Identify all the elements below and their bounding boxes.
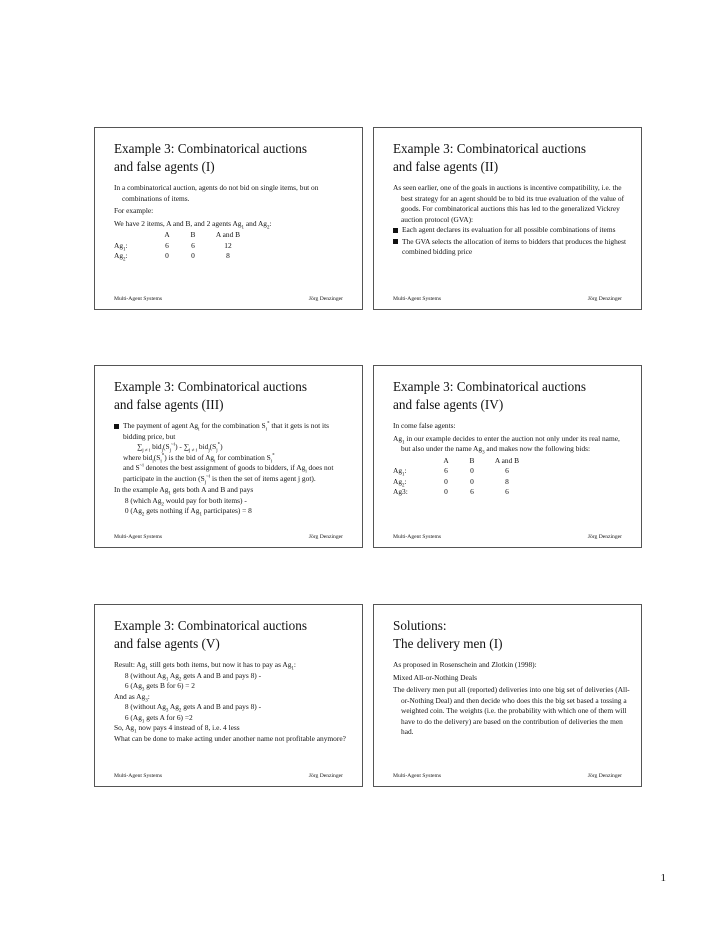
slide-title: Example 3: Combinatorical auctions and false agents (I)	[114, 141, 308, 174]
footer-author: Jörg Denzinger	[587, 773, 622, 779]
footer-author: Jörg Denzinger	[587, 296, 622, 302]
footer-course: Multi-Agent Systems	[114, 534, 163, 540]
slide-body	[114, 183, 352, 262]
table-cell: 6	[470, 487, 474, 496]
paragraph: In a combinatorical auction, agents do not bid on single items, but on combinations of items.	[114, 183, 319, 203]
table-cell: 0	[470, 476, 474, 486]
slide-title: Example 3: Combinatorical auctions and false agents (III)	[114, 379, 308, 412]
bullet-item: The payment of agent $Ag_i$ for the combination $S_i^*$ that it gets is not its bidding price, but $\sum_{j \ne i}$ $bid_j(S_j^{\sim i}) - \sum_{j \ne i}$ $bid_j(S_j^*)$ where $bid_i(S_i^*)$ is the bid of $Ag_i$ for combination $S_i^*$ and $S^{\sim i}$ denotes the best assignment of goods to bidders, if $Ag_i$ does not participate in the auction ($S_j^{\sim i}$ is then the set of items agent j got).	[114, 421, 352, 484]
table-cell: 12	[224, 240, 232, 250]
footer-course: Multi-Agent Systems	[114, 773, 163, 779]
slide-body	[393, 660, 631, 738]
footer-course: Multi-Agent Systems	[114, 296, 163, 302]
paragraph: What can be done to make acting under another name not profitable anymore?	[114, 733, 346, 743]
paragraph: 6 ($Ag_3$ gets B for 6) = 2	[124, 681, 195, 693]
table-header: A	[164, 230, 170, 239]
table-cell: 8	[226, 251, 230, 260]
slide-body	[114, 660, 352, 744]
table-cell: 0	[444, 487, 448, 496]
paragraph: In the example $Ag_1$ gets both A and B and pays	[114, 485, 254, 497]
slide-title: Example 3: Combinatorical auctions and false agents (V)	[114, 618, 308, 651]
slide-5	[94, 604, 363, 787]
paragraph: The delivery men put all (reported) deliveries into one big set of deliveries (All-or-Nothing Deal) and then decide who does this the big set based a tossing a weighted coin. The weights (i.e. the probability with which one of them will have to do the delivery) are based on the contribution of deliveries the men had.	[393, 685, 630, 736]
paragraph: And as $Ag_3$:	[114, 691, 150, 703]
table-cell: 8	[505, 476, 509, 486]
paragraph: Mixed All-or-Nothing Deals	[393, 672, 478, 682]
table-cell: 0	[191, 251, 195, 260]
table-cell: 6	[444, 466, 448, 475]
table-header: A and B	[494, 455, 520, 465]
paragraph: In come false agents:	[393, 421, 456, 430]
footer-author: Jörg Denzinger	[308, 296, 343, 302]
paragraph: 8 (without $Ag_3$ $Ag_2$ gets A and B and pays 8) -	[124, 702, 262, 714]
footer-author: Jörg Denzinger	[308, 534, 343, 540]
table-cell: 0	[470, 466, 474, 475]
paragraph: We have 2 items, A and B, and 2 agents $Ag_1$ and $Ag_2$:	[114, 218, 272, 230]
paragraph: $Ag_1$ in our example decides to enter the auction not only under its real name, but also under the name $Ag_3$ and makes now the following bids:	[393, 433, 620, 456]
bullet-item: The GVA selects the allocation of items to bidders that produces the highest combined bidding price	[393, 237, 631, 258]
paragraph: As seen earlier, one of the goals in auctions is incentive compatibility, i.e. the best strategy for an agent should be to bid its true evaluation of the value of goods. For combinatorical auctions this has led to the generalized Vickrey auction protocol (GVA):	[393, 183, 625, 224]
slide-4	[373, 365, 642, 548]
paragraph: Result: $Ag_1$ still gets both items, but now it has to pay as $Ag_1$:	[114, 660, 296, 672]
slide-6	[373, 604, 642, 787]
table-cell: 0	[165, 251, 169, 260]
table-cell: 6	[505, 487, 509, 496]
footer-author: Jörg Denzinger	[587, 534, 622, 540]
footer-course: Multi-Agent Systems	[393, 773, 442, 779]
slide-title: Solutions: The delivery men (I)	[393, 618, 503, 651]
slide-body	[114, 421, 352, 517]
row-label: Ag3:	[393, 487, 408, 496]
row-label: $Ag_1$:	[393, 466, 407, 478]
table-cell: 6	[505, 466, 509, 475]
payment-formula: $\sum_{j \ne i}$ $bid_j(S_j^{\sim i}) - \sum_{j \ne i}$ $bid_j(S_j^*)$	[137, 442, 223, 454]
slide-body	[393, 183, 631, 259]
table-header: A and B	[215, 230, 241, 239]
row-label: $Ag_2$:	[393, 476, 407, 488]
bid-table	[393, 456, 631, 498]
paragraph: For example:	[114, 206, 154, 215]
row-label: $Ag_1$:	[114, 240, 128, 252]
footer-course: Multi-Agent Systems	[393, 534, 442, 540]
table-header: B	[469, 455, 475, 465]
table-header: A	[443, 455, 449, 465]
row-label: $Ag_2$:	[114, 251, 128, 263]
slide-3	[94, 365, 363, 548]
slide-2	[373, 127, 642, 310]
paragraph: 8 (without $Ag_1$ $Ag_2$ gets A and B and pays 8) -	[124, 670, 262, 682]
page-number: 1	[660, 872, 666, 884]
footer-course: Multi-Agent Systems	[393, 296, 442, 302]
bullet-item: Each agent declares its evaluation for all possible combinations of items	[393, 225, 631, 236]
bid-table	[114, 230, 352, 262]
slide-1	[94, 127, 363, 310]
footer-author: Jörg Denzinger	[308, 773, 343, 779]
table-cell: 6	[165, 240, 169, 250]
paragraph: As proposed in Rosenschein and Zlotkin (1998):	[393, 660, 537, 669]
paragraph: 0 ($Ag_2$ gets nothing if $Ag_1$ participates) = 8	[124, 506, 252, 518]
paragraph: So, $Ag_1$ now pays 4 instead of 8, i.e. 4 less	[114, 723, 240, 735]
slide-title: Example 3: Combinatorical auctions and false agents (II)	[393, 141, 587, 174]
table-header: B	[190, 230, 196, 239]
table-cell: 0	[444, 476, 448, 486]
paragraph: 6 ($Ag_1$ gets A for 6) =2	[124, 712, 193, 724]
table-cell: 6	[191, 240, 195, 250]
slide-body	[393, 421, 631, 498]
paragraph: 8 (which $Ag_2$ would pay for both items) -	[124, 495, 247, 507]
slide-title: Example 3: Combinatorical auctions and false agents (IV)	[393, 379, 587, 412]
